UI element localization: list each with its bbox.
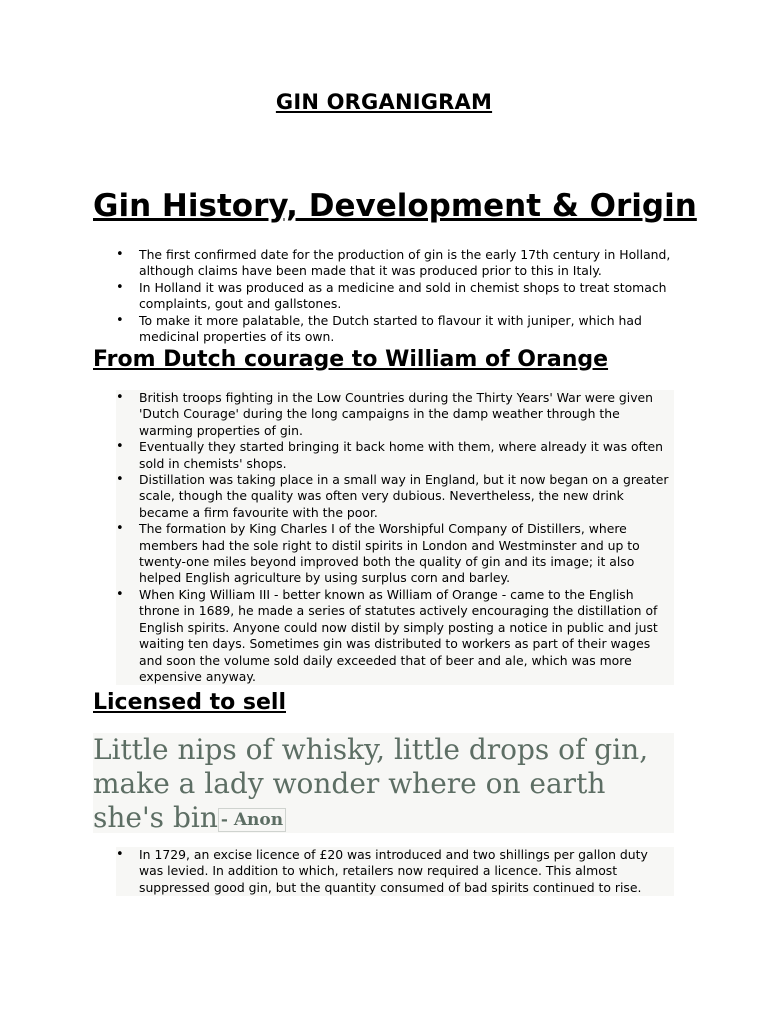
list-item: • In 1729, an excise licence of £20 was introduced and two shillings per gallon duty was levied. In addition to which, retailers now required a licence. This almost suppressed good gin, but the quantity consumed of bad spirits continued to rise.: [116, 847, 674, 896]
list-item: • In Holland it was produced as a medicine and sold in chemist shops to treat stomach complaints, gout and gallstones.: [116, 280, 674, 313]
list-item: • British troops fighting in the Low Countries during the Thirty Years' War were given 'Dutch Courage' during the long campaigns in the damp weather through the warming properties of gin.: [116, 390, 674, 439]
quote-block: [93, 733, 674, 833]
dutch-courage-bullet-list: [116, 390, 674, 685]
quote-author: - Anon: [218, 808, 286, 832]
quote-text: Little nips of whisky, little drops of gin, make a lady wonder where on earth she's bin: [93, 733, 649, 834]
list-item: • The first confirmed date for the production of gin is the early 17th century in Holland, although claims have been made that it was produced prior to this in Italy.: [116, 247, 674, 280]
quote: [93, 733, 653, 835]
list-item: • To make it more palatable, the Dutch started to flavour it with juniper, which had medicinal properties of its own.: [116, 313, 674, 346]
section-heading-history: Gin History, Development & Origin: [93, 188, 697, 224]
list-item: • When King William III - better known as William of Orange - came to the English throne in 1689, he made a series of statutes actively encouraging the distillation of English spirits. Anyone could now distil by simply posting a notice in public and just waiting ten days. Sometimes gin was distributed to workers as part of their wages and soon the volume sold daily exceeded that of beer and ale, which was more expensive anyway.: [116, 587, 674, 685]
list-item: • The formation by King Charles I of the Worshipful Company of Distillers, where members had the sole right to distil spirits in London and Westminster and up to twenty-one miles beyond improved both the quality of gin and its image; it also helped English agriculture by using surplus corn and barley.: [116, 521, 674, 587]
section-heading-dutch-courage: From Dutch courage to William of Orange: [93, 347, 609, 372]
section-heading-licensed: Licensed to sell: [93, 690, 286, 715]
licensed-bullet-list: [116, 847, 674, 896]
history-bullet-list: [116, 247, 674, 345]
list-item: • Distillation was taking place in a small way in England, but it now began on a greater scale, though the quality was often very dubious. Nevertheless, the new drink became a firm favourite with the poor.: [116, 472, 674, 521]
list-item: • Eventually they started bringing it back home with them, where already it was often sold in chemists' shops.: [116, 439, 674, 472]
page-title: GIN ORGANIGRAM: [275, 90, 493, 114]
